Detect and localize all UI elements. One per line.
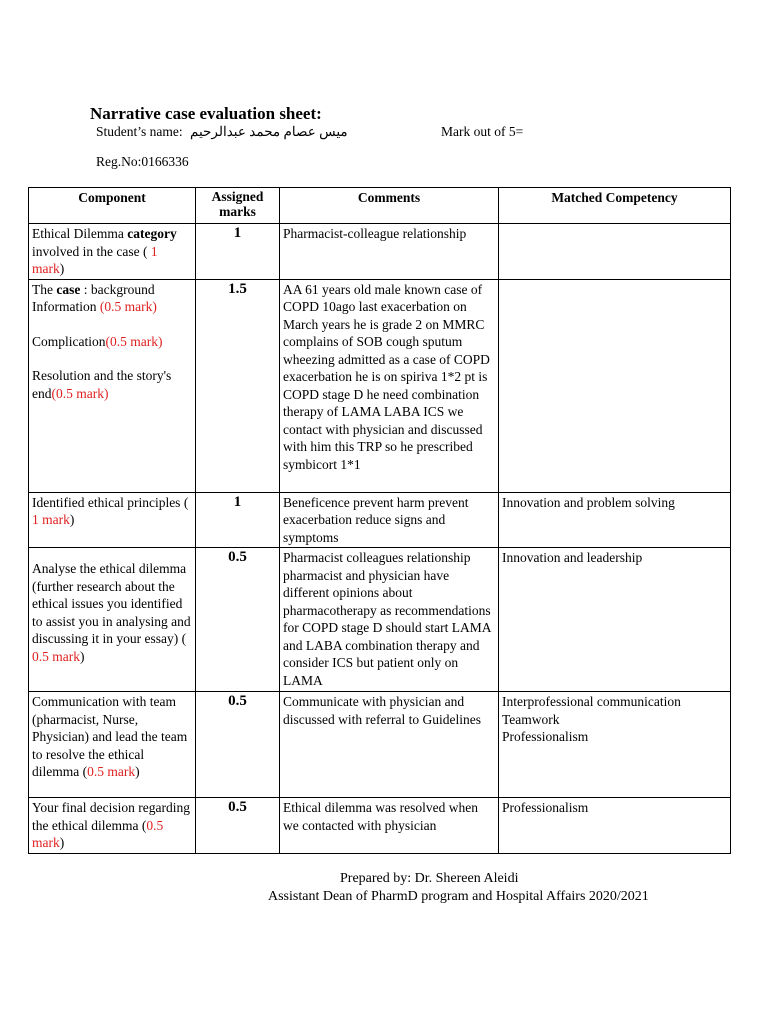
assigned-marks-cell: 0.5 (196, 798, 280, 854)
competency-line: Interprofessional communication (502, 694, 681, 709)
registration-number: Reg.No:0166336 (96, 154, 189, 169)
competency-cell (499, 692, 731, 798)
component-cell: Your final decision regarding the ethical dilemma (0.5 mark) (29, 798, 196, 854)
comment-cell: Pharmacist colleagues relationship pharmacist and physician have different opinions about pharmacotherapy as recommendations for COPD stage D should start LAMA and LABA combination therapy and consider ICS but patient only on LAMA (280, 548, 499, 692)
assigned-marks-cell: 0.5 (196, 692, 280, 798)
table-row (29, 798, 731, 854)
header-assigned-marks: Assigned marks (196, 188, 280, 224)
assigned-marks-cell: 1 (196, 224, 280, 280)
comment-cell: Beneficence prevent harm prevent exacerbation reduce signs and symptoms (280, 492, 499, 548)
competency-line: Teamwork (502, 711, 560, 727)
component-cell: Communication with team (pharmacist, Nurse, Physician) and lead the team to resolve the ethical dilemma (0.5 mark) (29, 692, 196, 798)
assigned-marks-cell: 1.5 (196, 279, 280, 492)
component-cell: Identified ethical principles ( 1 mark) (29, 492, 196, 548)
evaluation-table (28, 187, 731, 854)
table-header-row (29, 188, 731, 224)
comment-cell: Communicate with physician and discussed with referral to Guidelines (280, 692, 499, 798)
competency-cell: Innovation and leadership (499, 548, 731, 692)
competency-cell (499, 279, 731, 492)
assigned-marks-cell: 0.5 (196, 548, 280, 692)
prepared-by: Prepared by: Dr. Shereen Aleidi (340, 871, 519, 886)
table-row (29, 692, 731, 798)
component-cell: Ethical Dilemma category involved in the case ( 1 mark) (29, 224, 196, 280)
competency-cell: Innovation and problem solving (499, 492, 731, 548)
student-name-line (96, 124, 348, 140)
table-row (29, 224, 731, 280)
header-matched-competency: Matched Competency (499, 188, 731, 224)
competency-cell (499, 224, 731, 280)
page-title: Narrative case evaluation sheet: (90, 104, 322, 123)
mark-total-label: Mark out of 5= (441, 124, 524, 139)
competency-line: Professionalism (502, 729, 589, 744)
assigned-marks-cell: 1 (196, 492, 280, 548)
header-component: Component (29, 188, 196, 224)
student-name-value: ميس عصام محمد عبدالرحيم (190, 124, 348, 139)
comment-cell: Ethical dilemma was resolved when we contacted with physician (280, 798, 499, 854)
comment-cell: Pharmacist-colleague relationship (280, 224, 499, 280)
competency-cell: Professionalism (499, 798, 731, 854)
preparer-position: Assistant Dean of PharmD program and Hospital Affairs 2020/2021 (268, 889, 649, 904)
comment-cell: AA 61 years old male known case of COPD 10ago last exacerbation on March years he is grade 2 on MMRC complains of SOB cough sputum wheezing admitted as a case of COPD exacerbation he is on spiriva 1*2 pt is COPD stage D he need combination therapy of LAMA LABA ICS we contact with physician and discussed with him this TRP so he prescribed symbicort 1*1 (280, 279, 499, 492)
table-row (29, 492, 731, 548)
table-row (29, 548, 731, 692)
component-cell: The case : background Information (0.5 mark) Complication(0.5 mark) Resolution and the story's end(0.5 mark) (29, 279, 196, 492)
table-row (29, 279, 731, 492)
student-name-label: Student’s name: (96, 124, 183, 139)
header-comments: Comments (280, 188, 499, 224)
component-cell: Analyse the ethical dilemma (further research about the ethical issues you identified to assist you in analysing and discussing it in your essay) ( 0.5 mark) (29, 548, 196, 692)
